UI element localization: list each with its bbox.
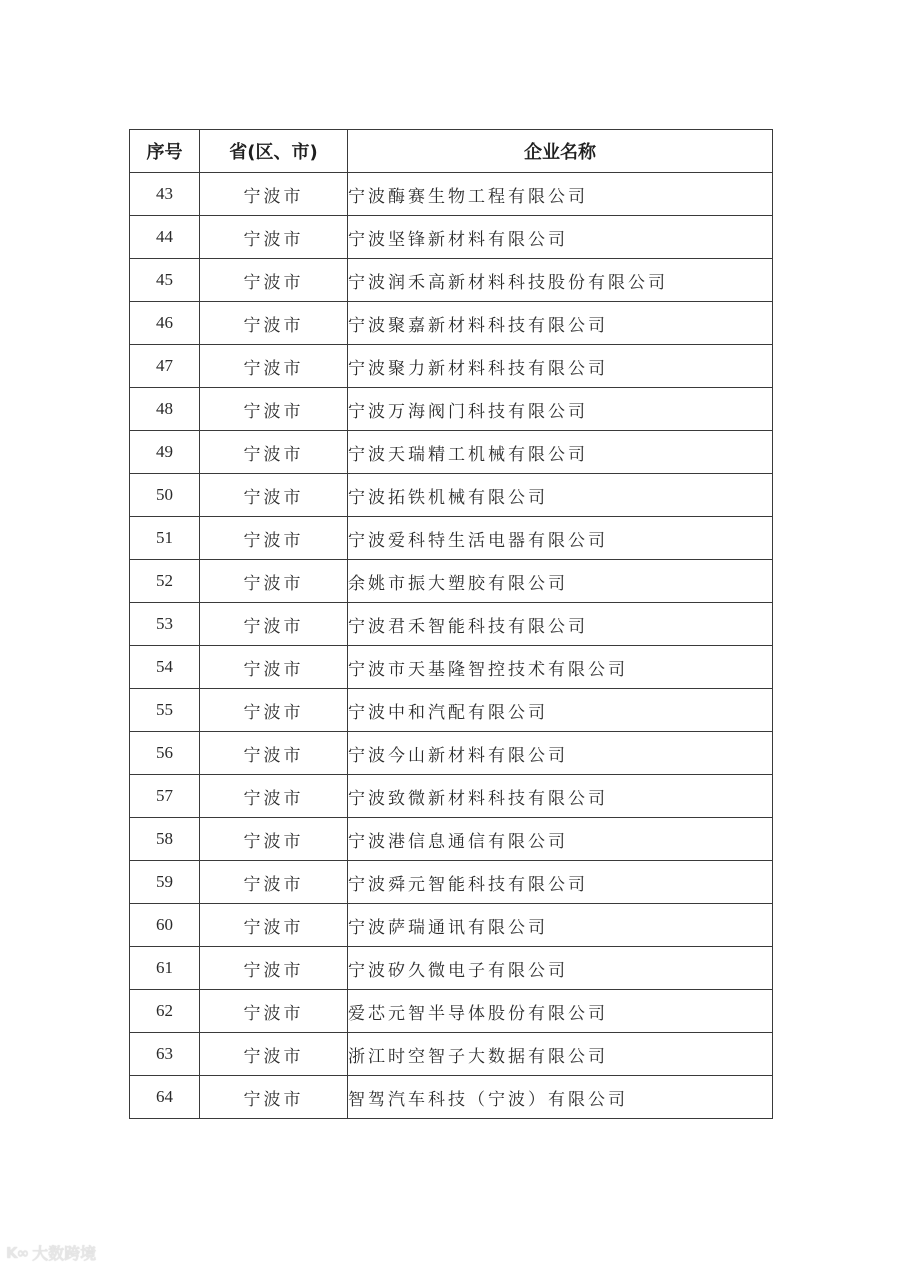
province-cell: 宁波市 [200,689,348,732]
table-row [130,216,773,259]
company-name-cell: 宁波润禾高新材料科技股份有限公司 [348,259,773,302]
serial-number-cell: 46 [130,302,200,345]
serial-number-cell: 48 [130,388,200,431]
province-cell: 宁波市 [200,216,348,259]
table-row [130,1076,773,1119]
company-name-cell: 宁波聚力新材料科技有限公司 [348,345,773,388]
province-cell: 宁波市 [200,646,348,689]
table-row [130,1033,773,1076]
table-row [130,775,773,818]
province-cell: 宁波市 [200,861,348,904]
province-cell: 宁波市 [200,947,348,990]
table-row [130,689,773,732]
province-cell: 宁波市 [200,904,348,947]
company-name-cell: 宁波矽久微电子有限公司 [348,947,773,990]
company-name-cell: 浙江时空智子大数据有限公司 [348,1033,773,1076]
serial-number-cell: 53 [130,603,200,646]
company-name-cell: 宁波爱科特生活电器有限公司 [348,517,773,560]
company-name-cell: 爱芯元智半导体股份有限公司 [348,990,773,1033]
table-row [130,431,773,474]
province-cell: 宁波市 [200,474,348,517]
province-cell: 宁波市 [200,345,348,388]
header-serial-number: 序号 [130,130,200,173]
table-header-row [130,130,773,173]
company-name-cell: 宁波坚锋新材料有限公司 [348,216,773,259]
company-name-cell: 宁波今山新材料有限公司 [348,732,773,775]
province-cell: 宁波市 [200,259,348,302]
serial-number-cell: 47 [130,345,200,388]
company-list-table [129,129,773,1119]
serial-number-cell: 57 [130,775,200,818]
header-province: 省(区、市) [200,130,348,173]
table-row [130,259,773,302]
serial-number-cell: 50 [130,474,200,517]
watermark-logo-icon: K∞ [6,1243,29,1262]
province-cell: 宁波市 [200,173,348,216]
serial-number-cell: 52 [130,560,200,603]
serial-number-cell: 62 [130,990,200,1033]
serial-number-cell: 64 [130,1076,200,1119]
province-cell: 宁波市 [200,603,348,646]
company-name-cell: 宁波聚嘉新材料科技有限公司 [348,302,773,345]
table-row [130,474,773,517]
header-company-name: 企业名称 [348,130,773,173]
table-row [130,732,773,775]
table-row [130,990,773,1033]
company-name-cell: 宁波致微新材料科技有限公司 [348,775,773,818]
serial-number-cell: 54 [130,646,200,689]
table-row [130,904,773,947]
serial-number-cell: 60 [130,904,200,947]
province-cell: 宁波市 [200,818,348,861]
serial-number-cell: 44 [130,216,200,259]
table-row [130,345,773,388]
watermark-text: 大数跨境 [32,1244,97,1263]
province-cell: 宁波市 [200,775,348,818]
province-cell: 宁波市 [200,388,348,431]
province-cell: 宁波市 [200,431,348,474]
serial-number-cell: 43 [130,173,200,216]
company-name-cell: 宁波中和汽配有限公司 [348,689,773,732]
table-row [130,646,773,689]
table-row [130,603,773,646]
serial-number-cell: 59 [130,861,200,904]
serial-number-cell: 61 [130,947,200,990]
province-cell: 宁波市 [200,1076,348,1119]
serial-number-cell: 49 [130,431,200,474]
company-name-cell: 宁波君禾智能科技有限公司 [348,603,773,646]
serial-number-cell: 56 [130,732,200,775]
table-row [130,947,773,990]
table-row [130,388,773,431]
province-cell: 宁波市 [200,302,348,345]
company-name-cell: 智驾汽车科技（宁波）有限公司 [348,1076,773,1119]
serial-number-cell: 51 [130,517,200,560]
table-row [130,818,773,861]
table-row [130,173,773,216]
serial-number-cell: 45 [130,259,200,302]
province-cell: 宁波市 [200,560,348,603]
table-body [130,173,773,1119]
province-cell: 宁波市 [200,990,348,1033]
serial-number-cell: 63 [130,1033,200,1076]
company-name-cell: 余姚市振大塑胶有限公司 [348,560,773,603]
table-row [130,517,773,560]
watermark [6,1241,96,1264]
company-name-cell: 宁波港信息通信有限公司 [348,818,773,861]
company-name-cell: 宁波拓铁机械有限公司 [348,474,773,517]
company-name-cell: 宁波酶赛生物工程有限公司 [348,173,773,216]
table-row [130,302,773,345]
company-name-cell: 宁波萨瑞通讯有限公司 [348,904,773,947]
company-name-cell: 宁波舜元智能科技有限公司 [348,861,773,904]
province-cell: 宁波市 [200,1033,348,1076]
province-cell: 宁波市 [200,517,348,560]
company-name-cell: 宁波万海阀门科技有限公司 [348,388,773,431]
serial-number-cell: 58 [130,818,200,861]
serial-number-cell: 55 [130,689,200,732]
company-name-cell: 宁波市天基隆智控技术有限公司 [348,646,773,689]
company-name-cell: 宁波天瑞精工机械有限公司 [348,431,773,474]
table-row [130,861,773,904]
table-row [130,560,773,603]
province-cell: 宁波市 [200,732,348,775]
